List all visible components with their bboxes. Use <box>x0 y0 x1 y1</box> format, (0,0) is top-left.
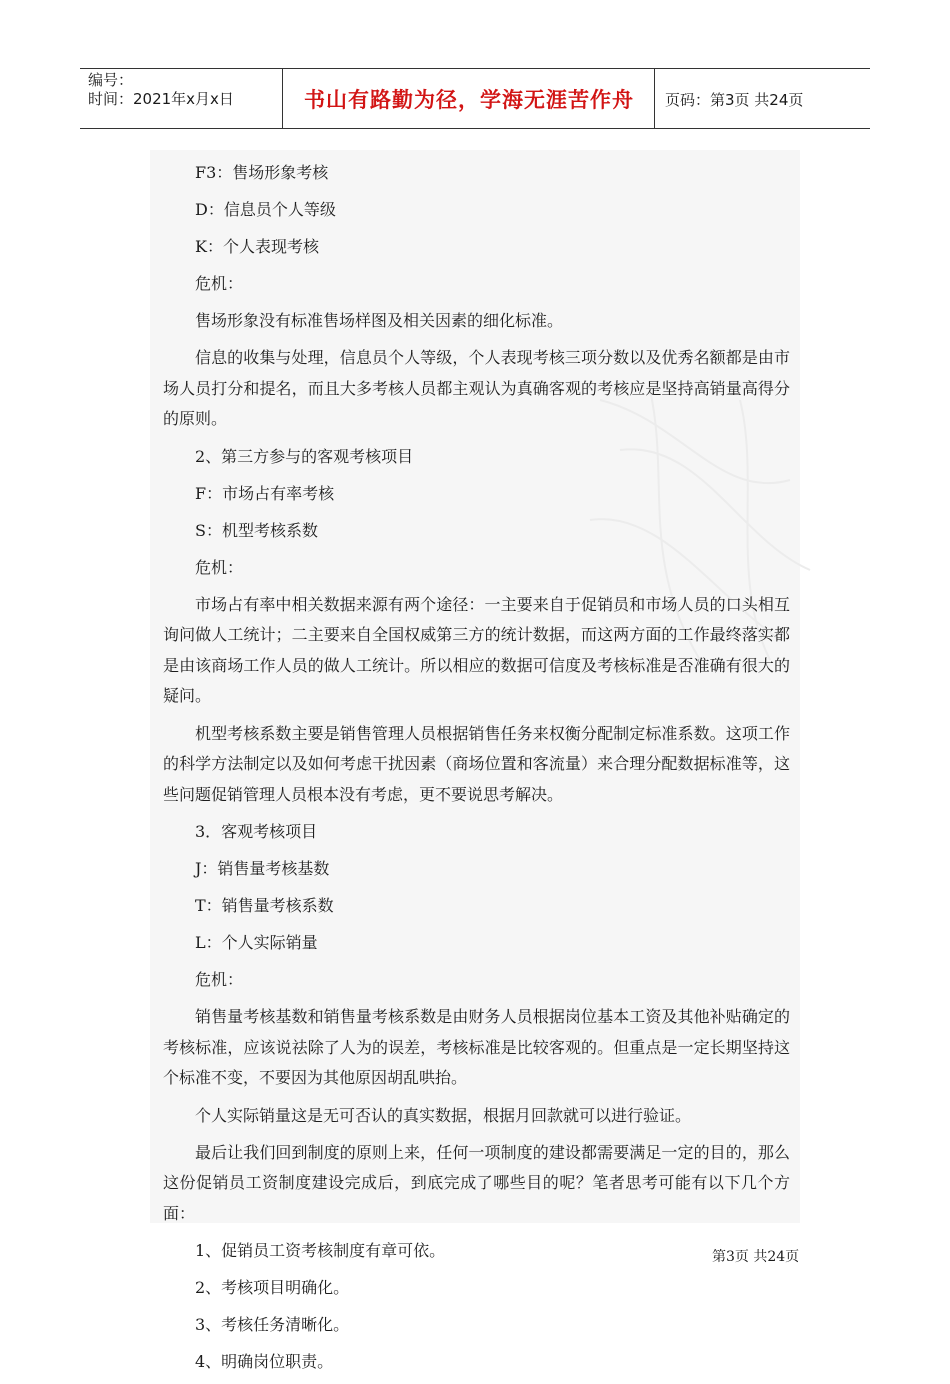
body-line: F3：售场形象考核 <box>195 163 329 182</box>
body-line: L：个人实际销量 <box>195 933 318 952</box>
body-line: 售场形象没有标准售场样图及相关因素的细化标准。 <box>195 311 564 330</box>
body-line: 危机： <box>195 274 244 293</box>
body-line: 2、第三方参与的客观考核项目 <box>195 446 414 466</box>
document-body <box>163 158 790 1384</box>
body-line: 3．客观考核项目 <box>195 822 318 841</box>
footer-page-info: 第3页 共24页 <box>712 1249 800 1265</box>
body-paragraph: 信息的收集与处理，信息员个人等级，个人表现考核三项分数以及优秀名额都是由市场人员打分和提名，而且大多考核人员都主观认为真确客观的考核应是坚持高销量高得分的原则。 <box>163 348 790 428</box>
document-number-label: 编号： <box>88 71 134 89</box>
body-paragraph: 市场占有率中相关数据来源有两个途径：一主要来自于促销员和市场人员的口头相互询问做人工统计；二主要来自全国权威第三方的统计数据，而这两方面的工作最终落实都是由该商场工作人员的做人工统计。所以相应的数据可信度及考核标准是否准确有很大的疑问。 <box>163 594 790 705</box>
body-line: S：机型考核系数 <box>195 520 318 540</box>
document-time-label: 时间：2021年x月x日 <box>88 90 234 108</box>
body-line: 1、促销员工资考核制度有章可依。 <box>195 1241 446 1260</box>
body-line: D：信息员个人等级 <box>195 200 336 219</box>
header-meta <box>88 71 234 109</box>
body-line: 2、考核项目明确化。 <box>195 1278 350 1297</box>
body-paragraph: 机型考核系数主要是销售管理人员根据销售任务来权衡分配制定标准系数。这项工作的科学方法制定以及如何考虑干扰因素（商场位置和客流量）来合理分配数据标准等，这些问题促销管理人员根本没有考虑，更不要说思考解决。 <box>163 723 790 804</box>
body-line: 4、明确岗位职责。 <box>195 1352 334 1371</box>
header-divider-right <box>654 68 655 128</box>
header-bottom-rule <box>80 128 870 129</box>
body-paragraph: 最后让我们回到制度的原则上来，任何一项制度的建设都需要满足一定的目的，那么这份促销员工资制度建设完成后，到底完成了哪些目的呢？笔者思考可能有以下几个方面： <box>163 1142 790 1223</box>
header-divider-left <box>282 68 283 128</box>
body-line: F：市场占有率考核 <box>195 483 335 503</box>
body-line: 危机： <box>195 970 244 989</box>
body-line: T：销售量考核系数 <box>195 896 334 915</box>
body-paragraph: 销售量考核基数和销售量考核系数是由财务人员根据岗位基本工资及其他补贴确定的考核标准，应该说祛除了人为的误差，考核标准是比较客观的。但重点是一定长期坚持这个标准不变，不要因为其他原因胡乱哄抬。 <box>163 1007 790 1087</box>
header-top-rule <box>80 68 870 69</box>
body-line: 3、考核任务清晰化。 <box>195 1315 350 1334</box>
body-line: K：个人表现考核 <box>195 237 319 256</box>
body-line: 危机： <box>195 557 244 577</box>
body-line: 个人实际销量这是无可否认的真实数据，根据月回款就可以进行验证。 <box>195 1105 692 1125</box>
header-motto: 书山有路勤为径，学海无涯苦作舟 <box>304 87 634 112</box>
body-line: J：销售量考核基数 <box>195 859 330 878</box>
header-page-info: 页码：第3页 共24页 <box>665 91 804 109</box>
